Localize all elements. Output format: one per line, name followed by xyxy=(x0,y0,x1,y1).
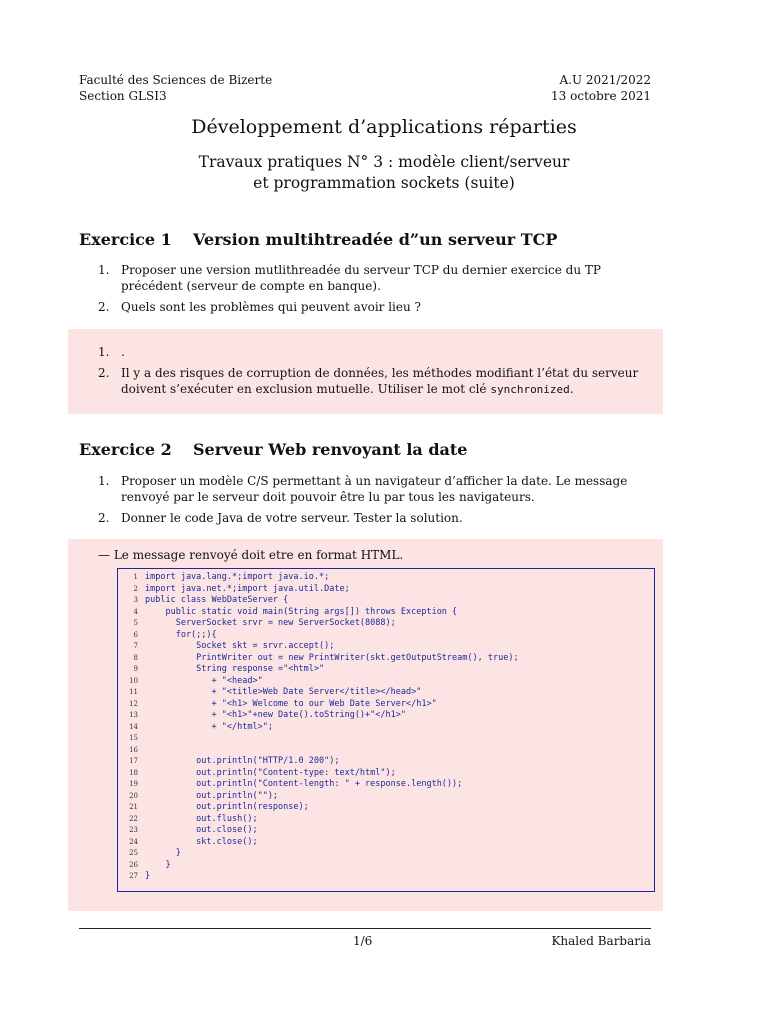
code-text: } xyxy=(145,859,171,870)
section-name: Section GLSI3 xyxy=(79,89,167,103)
faculty-name: Faculté des Sciences de Bizerte xyxy=(79,73,273,87)
code-line xyxy=(118,584,519,596)
line-number: 9 xyxy=(133,665,138,673)
line-number: 4 xyxy=(133,607,138,616)
exercise-2-number: Exercice 2 xyxy=(79,440,172,459)
code-text: public static void main(String args[]) throws Exception { xyxy=(145,606,458,617)
line-number: 2 xyxy=(133,584,138,593)
item-text: Proposer une version mutlithreadée du serveur TCP du dernier exercice du TP précédent (serveur de compte en banque). xyxy=(121,263,601,293)
code-line xyxy=(118,699,519,711)
header-right xyxy=(551,72,651,104)
code-text: import java.lang.*;import java.io.*; xyxy=(145,572,330,582)
code-text: out.close(); xyxy=(145,825,258,835)
code-line xyxy=(118,871,519,883)
code-text: out.println(response); xyxy=(145,802,309,812)
code-text: out.flush(); xyxy=(145,813,258,824)
code-text: out.println("Content-type: text/html"); xyxy=(145,767,396,778)
code-line xyxy=(118,595,519,607)
code-line xyxy=(118,664,519,676)
footer-author: Khaled Barbaria xyxy=(551,934,651,948)
code-text: import java.net.*;import java.util.Date; xyxy=(145,583,350,594)
item-text: Il y a des risques de corruption de données, les méthodes modifiant l’état du serveur doivent s’exécuter en exclusion mutuelle. Utiliser le mot clé xyxy=(121,366,639,396)
exercise-2-heading xyxy=(79,440,467,459)
line-number: 22 xyxy=(129,814,138,823)
code-text: public class WebDateServer { xyxy=(145,595,289,605)
code-line xyxy=(118,607,519,619)
line-number: 25 xyxy=(129,849,138,857)
code-text: out.println("Content-length: " + response.length()); xyxy=(145,779,463,789)
line-number: 24 xyxy=(129,837,138,846)
line-number: 13 xyxy=(129,711,138,719)
code-text: + "<title>Web Date Server</title></head>" xyxy=(145,687,422,697)
list-item xyxy=(79,299,651,315)
item-number: 2. xyxy=(98,511,110,525)
code-text: Socket skt = srvr.accept(); xyxy=(145,641,335,651)
line-number: 17 xyxy=(129,757,138,765)
code-listing xyxy=(117,568,655,892)
exercise-1-number: Exercice 1 xyxy=(79,230,172,249)
list-item xyxy=(79,365,651,398)
code-line xyxy=(118,791,519,803)
subtitle-line-2: et programmation sockets (suite) xyxy=(253,174,515,192)
code-text: + "</html>"; xyxy=(145,721,273,732)
code-text: + "<h1>"+new Date().toString()+"</h1>" xyxy=(145,710,406,720)
page-number: 1/6 xyxy=(353,934,373,948)
code-line xyxy=(118,814,519,826)
item-text: . xyxy=(121,345,125,359)
line-number: 11 xyxy=(129,688,138,696)
list-item xyxy=(79,510,651,526)
header xyxy=(79,72,651,104)
code-text: + "<h1> Welcome to our Web Date Server</h1>" xyxy=(145,698,437,709)
line-number: 16 xyxy=(129,745,138,754)
line-number: 6 xyxy=(133,630,138,639)
line-number: 1 xyxy=(133,573,138,581)
line-number: 7 xyxy=(133,642,138,650)
line-number: 19 xyxy=(129,780,138,788)
code-line xyxy=(118,848,519,860)
code-line xyxy=(118,779,519,791)
item-text: Quels sont les problèmes qui peuvent avoir lieu ? xyxy=(121,300,421,314)
academic-year: A.U 2021/2022 xyxy=(559,73,651,87)
exercise-1-answers xyxy=(79,344,651,403)
header-date: 13 octobre 2021 xyxy=(551,89,651,103)
exercise-1-questions xyxy=(79,262,651,320)
exercise-1-solution-box xyxy=(68,329,663,414)
line-number: 23 xyxy=(129,826,138,834)
subtitle-line-1: Travaux pratiques N° 3 : modèle client/serveur xyxy=(198,153,570,171)
code-line xyxy=(118,572,519,584)
exercise-1-heading xyxy=(79,230,557,249)
code-line xyxy=(118,641,519,653)
item-number: 1. xyxy=(98,474,110,488)
code-text: for(;;){ xyxy=(145,629,217,640)
line-number: 14 xyxy=(129,722,138,731)
code-line xyxy=(118,676,519,688)
code-text: ServerSocket srvr = new ServerSocket(8088); xyxy=(145,618,396,628)
code-block xyxy=(118,572,519,883)
solution-note: — Le message renvoyé doit etre en format HTML. xyxy=(98,548,404,562)
code-text: PrintWriter out = new PrintWriter(skt.getOutputStream(), true); xyxy=(145,652,519,663)
code-line xyxy=(118,825,519,837)
code-line xyxy=(118,802,519,814)
line-number: 27 xyxy=(129,872,138,880)
line-number: 10 xyxy=(129,676,138,685)
line-number: 18 xyxy=(129,768,138,777)
code-text: + "<head>" xyxy=(145,675,263,686)
list-item xyxy=(79,262,651,294)
line-number: 21 xyxy=(129,803,138,811)
document-title: Développement d’applications réparties xyxy=(191,116,577,138)
code-line xyxy=(118,768,519,780)
list-item xyxy=(79,344,651,360)
code-text: skt.close(); xyxy=(145,836,258,847)
line-number: 20 xyxy=(129,791,138,800)
line-number: 15 xyxy=(129,734,138,742)
line-number: 12 xyxy=(129,699,138,708)
code-line xyxy=(118,710,519,722)
item-number: 1. xyxy=(98,263,110,277)
exercise-2-title: Serveur Web renvoyant la date xyxy=(193,440,468,459)
code-line xyxy=(118,745,519,757)
item-text: Proposer un modèle C/S permettant à un navigateur d’afficher la date. Le message renvoyé par le serveur doit pouvoir être lu par tous les navigateurs. xyxy=(121,474,628,504)
line-number: 5 xyxy=(133,619,138,627)
code-line xyxy=(118,722,519,734)
exercise-2-questions xyxy=(79,473,651,531)
footer-rule xyxy=(79,928,651,929)
item-number: 1. xyxy=(98,345,110,359)
line-number: 26 xyxy=(129,860,138,869)
code-line xyxy=(118,618,519,630)
document-subtitle xyxy=(0,152,768,194)
line-number: 3 xyxy=(133,596,138,604)
item-text-end: . xyxy=(569,382,574,396)
code-text: } xyxy=(145,871,151,881)
code-line xyxy=(118,756,519,768)
exercise-2-solution-box xyxy=(68,539,663,911)
code-text: out.println(""); xyxy=(145,790,279,801)
keyword-code: synchronized xyxy=(490,383,570,396)
code-line xyxy=(118,860,519,872)
code-line xyxy=(118,687,519,699)
code-line xyxy=(118,653,519,665)
exercise-1-title: Version multihtreadée d”un serveur TCP xyxy=(193,230,558,249)
code-text: String response ="<html>" xyxy=(145,664,325,674)
item-text: Donner le code Java de votre serveur. Tester la solution. xyxy=(121,511,463,525)
code-text: } xyxy=(145,848,181,858)
code-line xyxy=(118,733,519,745)
item-number: 2. xyxy=(98,300,110,314)
line-number: 8 xyxy=(133,653,138,662)
list-item xyxy=(79,473,651,505)
item-number: 2. xyxy=(98,366,110,380)
code-text: out.println("HTTP/1.0 200"); xyxy=(145,756,340,766)
code-line xyxy=(118,837,519,849)
code-line xyxy=(118,630,519,642)
